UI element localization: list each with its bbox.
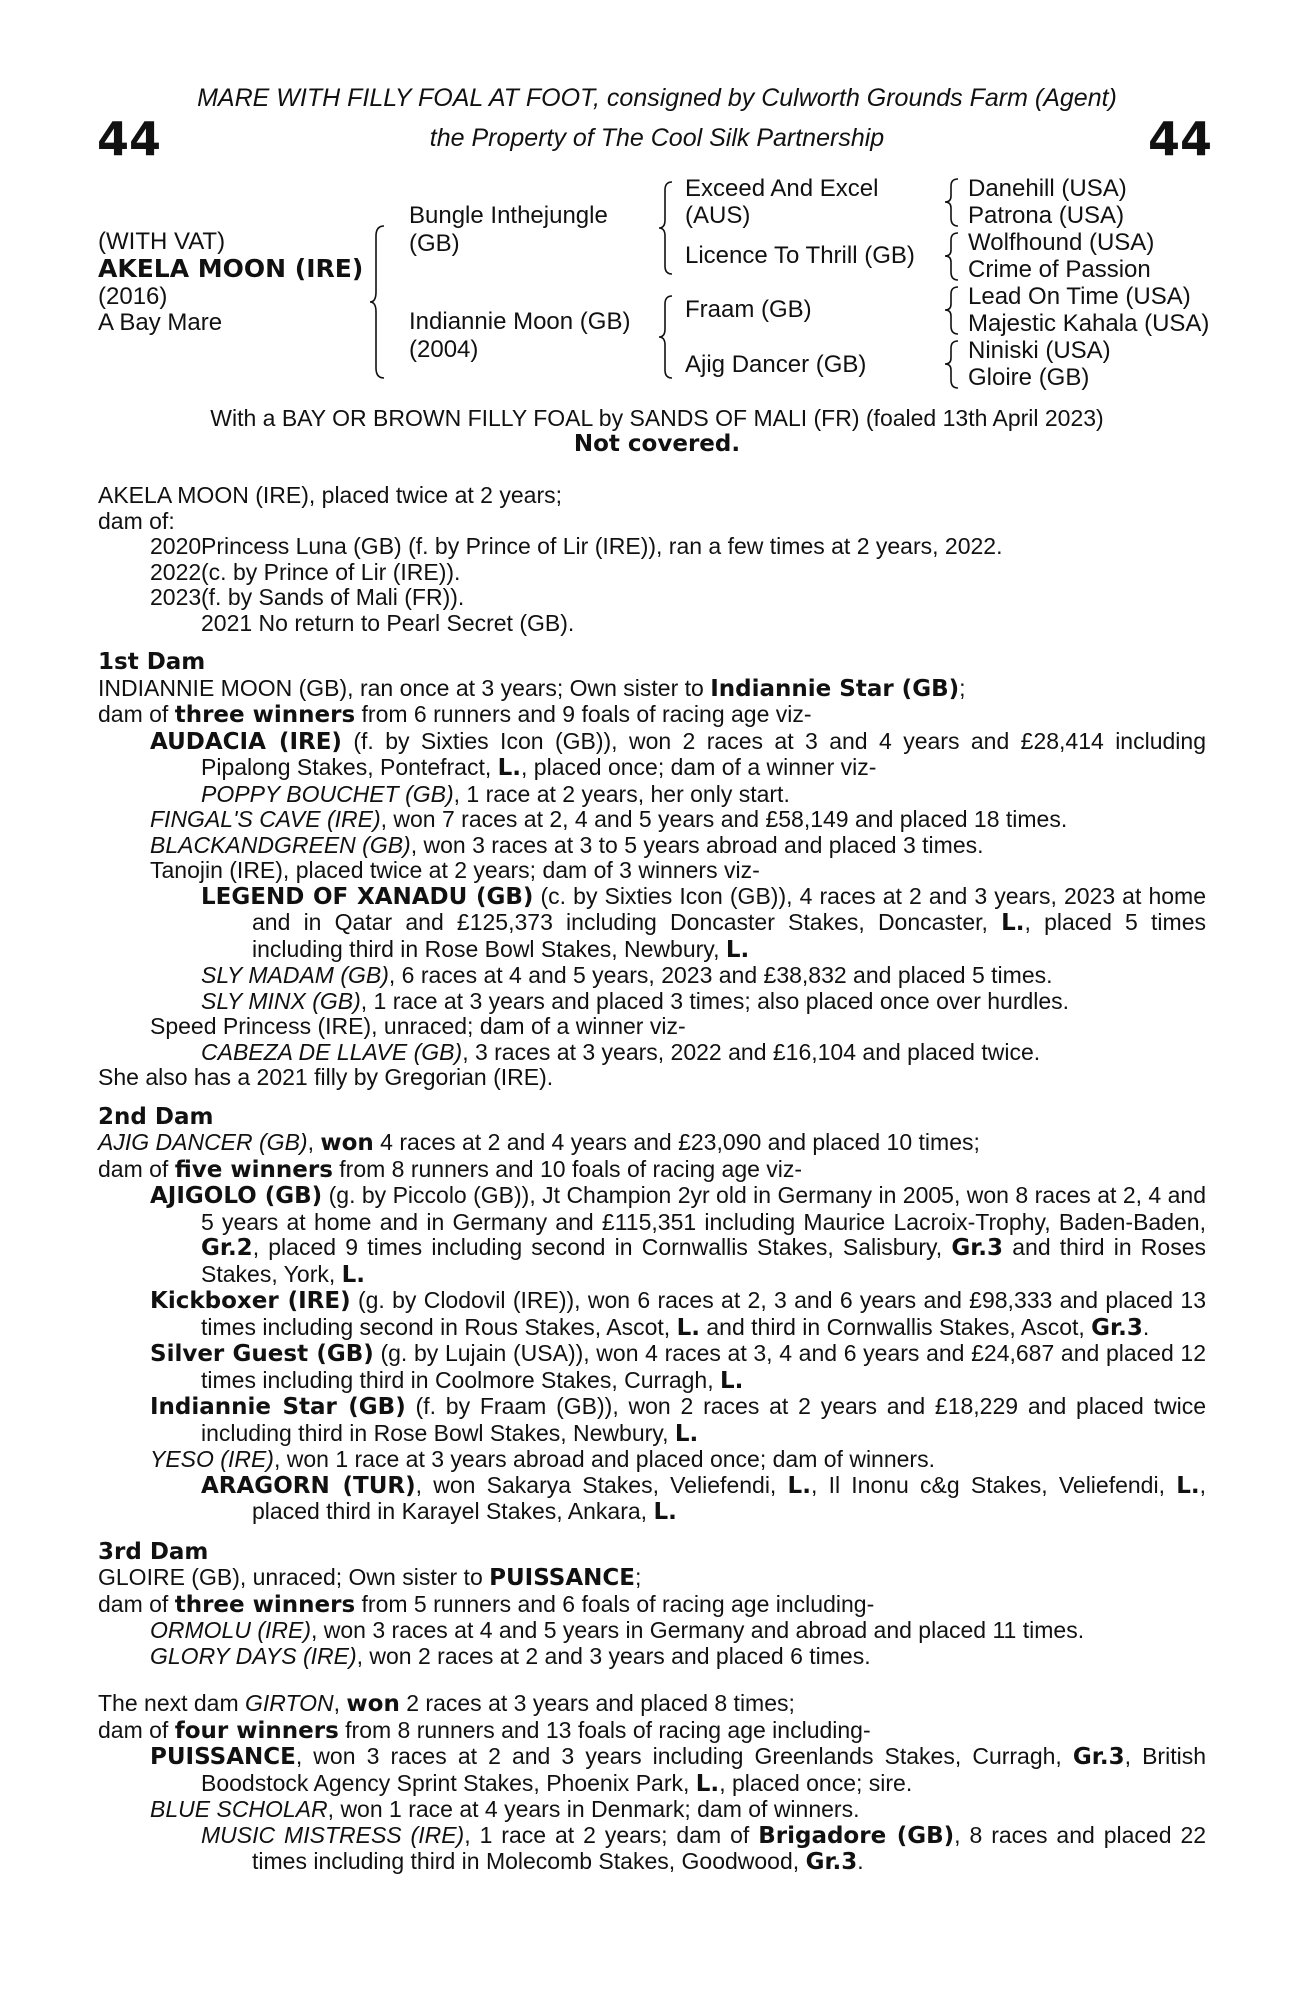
progeny-poppy: POPPY BOUCHET (GB), 1 race at 2 years, her only start. [201, 780, 790, 807]
bracket-dd [944, 338, 962, 392]
progeny-musicmistress: MUSIC MISTRESS (IRE), 1 race at 2 years; dam of Brigadore (GB), 8 races and placed 22 times including third in Molecomb Stakes, Goodwood, Gr.3. [201, 1821, 1207, 1875]
first-dam-line1: INDIANNIE MOON (GB), ran once at 3 years; Own sister to Indiannie Star (GB); [98, 674, 966, 702]
ds-sire: Lead On Time (USA) [968, 283, 1191, 310]
produce-year: 2023 [150, 584, 202, 610]
produce-text: Princess Luna (GB) (f. by Prince of Lir (IRE)), ran a few times at 2 years, 2022. [201, 533, 1003, 559]
horse-name: AKELA MOON (IRE) [98, 254, 364, 283]
progeny-silverguest: Silver Guest (GB) (g. by Lujain (USA)), won 4 races at 3, 4 and 6 years and £24,687 and placed 12 times including third in Coolmore Stakes, Curragh, L. [150, 1340, 1206, 1394]
dd-sire: Niniski (USA) [968, 337, 1111, 364]
second-dam-line2: dam of five winners from 8 runners and 10 foals of racing age viz- [98, 1155, 803, 1183]
catalogue-body [98, 483, 1206, 1876]
vat-note: (WITH VAT) [98, 228, 226, 255]
progeny-tanojin: Tanojin (IRE), placed twice at 2 years; dam of 3 winners viz- [150, 857, 760, 883]
sire-sire-country: (AUS) [685, 202, 751, 229]
progeny-puissance: PUISSANCE, won 3 races at 2 and 3 years including Greenlands Stakes, Curragh, Gr.3, British Boodstock Agency Sprint Stakes, Phoenix Park, L., placed once; sire. [150, 1743, 1206, 1797]
consignor-line: MARE WITH FILLY FOAL AT FOOT, consigned by Culworth Grounds Farm (Agent) [197, 84, 1117, 112]
property-line: the Property of The Cool Silk Partnership [429, 124, 885, 152]
next-dam-line2: dam of four winners from 8 runners and 13 foals of racing age including- [98, 1716, 871, 1744]
first-dam-heading: 1st Dam [98, 649, 206, 675]
first-dam-line2: dam of three winners from 6 runners and 9 foals of racing age viz- [98, 701, 812, 728]
sire-dam: Licence To Thrill (GB) [685, 242, 915, 269]
horse-description: A Bay Mare [98, 309, 223, 336]
produce-row [98, 560, 1206, 586]
third-dam-line2: dam of three winners from 5 runners and 6 foals of racing age including- [98, 1590, 875, 1618]
next-dam-line1: The next dam GIRTON, won 2 races at 3 years and placed 8 times; [98, 1690, 795, 1717]
produce-text: 2021 No return to Pearl Secret (GB). [201, 609, 575, 636]
progeny-glorydays: GLORY DAYS (IRE), won 2 races at 2 and 3 years and placed 6 times. [150, 1642, 871, 1669]
pedigree-bracket-main [370, 222, 390, 382]
progeny-slymadam: SLY MADAM (GB), 6 races at 4 and 5 years, 2023 and £38,832 and placed 5 times. [201, 962, 1053, 988]
pedigree-bracket-sire [658, 178, 678, 278]
sire-country: (GB) [409, 230, 460, 257]
progeny-kickboxer: Kickboxer (IRE) (g. by Clodovil (IRE)), won 6 races at 2, 3 and 6 years and £98,333 and placed 13 times including second in Rous Stakes, Ascot, L. and third in Cornwallis Stakes, Ascot, Gr.3. [150, 1287, 1206, 1341]
lot-number-left: 44 [97, 112, 162, 166]
produce-intro: AKELA MOON (IRE), placed twice at 2 years; [98, 482, 562, 508]
first-dam-also: She also has a 2021 filly by Gregorian (IRE). [98, 1064, 554, 1090]
progeny-fingal: FINGAL'S CAVE (IRE), won 7 races at 2, 4 and 5 years and £58,149 and placed 18 times. [150, 806, 1068, 832]
covered-note: Not covered. [573, 431, 741, 457]
dd-dam: Gloire (GB) [968, 364, 1090, 391]
progeny-indiannie-star: Indiannie Star (GB) (f. by Fraam (GB)), won 2 races at 2 years and £18,229 and placed twice including third in Rose Bowl Stakes, Newbury, L. [150, 1393, 1207, 1447]
produce-text: (f. by Sands of Mali (FR)). [201, 584, 465, 610]
dam-sire: Fraam (GB) [685, 296, 812, 323]
lot-number-right: 44 [1148, 112, 1213, 166]
produce-year: 2020 [150, 533, 202, 559]
bracket-sd [944, 230, 962, 284]
ss-dam: Patrona (USA) [968, 202, 1125, 229]
progeny-bluescholar: BLUE SCHOLAR, won 1 race at 4 years in Denmark; dam of winners. [150, 1796, 860, 1822]
progeny-blackandgreen: BLACKANDGREEN (GB), won 3 races at 3 to 5 years abroad and placed 3 times. [150, 831, 984, 858]
bracket-ds [944, 284, 962, 338]
sd-dam: Crime of Passion [968, 256, 1151, 283]
bracket-ss [944, 176, 962, 230]
progeny-ajigolo: AJIGOLO (GB) (g. by Piccolo (GB)), Jt Champion 2yr old in Germany in 2005, won 8 races at 2, 4 and 5 years at home and in Germany and £115,351 including Maurice Lacroix-Trophy, Baden-Baden, Gr.2, placed 9 times including second in Cornwallis Stakes, Salisbury, Gr.3 and third in Roses Stakes, York, L. [150, 1182, 1206, 1288]
progeny-yeso: YESO (IRE), won 1 race at 3 years abroad and placed once; dam of winners. [150, 1446, 935, 1472]
dam-dam: Ajig Dancer (GB) [685, 351, 867, 378]
ss-sire: Danehill (USA) [968, 175, 1127, 202]
progeny-audacia: AUDACIA (IRE) (f. by Sixties Icon (GB)), won 2 races at 3 and 4 years and £28,414 including Pipalong Stakes, Pontefract, L., placed once; dam of a winner viz- [150, 727, 1206, 781]
second-dam-line1: AJIG DANCER (GB), won 4 races at 2 and 4 years and £23,090 and placed 10 times; [98, 1129, 980, 1156]
third-dam-heading: 3rd Dam [98, 1538, 209, 1565]
sire-sire: Exceed And Excel [685, 175, 879, 202]
produce-row [98, 585, 1206, 611]
dam-name: Indiannie Moon (GB) [409, 308, 631, 335]
produce-dam-of: dam of: [98, 507, 175, 534]
sd-sire: Wolfhound (USA) [968, 229, 1155, 256]
produce-row [98, 611, 1206, 637]
produce-text: (c. by Prince of Lir (IRE)). [201, 558, 461, 585]
progeny-slyminx: SLY MINX (GB), 1 race at 3 years and placed 3 times; also placed once over hurdles. [201, 987, 1070, 1014]
progeny-aragorn: ARAGORN (TUR), won Sakarya Stakes, Veliefendi, L., Il Inonu c&g Stakes, Veliefendi, L., placed third in Karayel Stakes, Ankara, L. [201, 1471, 1206, 1525]
progeny-legend: LEGEND OF XANADU (GB) (c. by Sixties Icon (GB)), 4 races at 2 and 3 years, 2023 at home and in Qatar and £125,373 including Doncaster Stakes, Doncaster, L., placed 5 times including third in Rose Bowl Stakes, Newbury, L. [201, 882, 1206, 963]
progeny-speed: Speed Princess (IRE), unraced; dam of a winner viz- [150, 1013, 686, 1039]
sire-name: Bungle Inthejungle [409, 202, 608, 229]
produce-row [98, 534, 1206, 560]
progeny-ormolu: ORMOLU (IRE), won 3 races at 4 and 5 years in Germany and abroad and placed 11 times. [150, 1617, 1085, 1643]
dam-year: (2004) [409, 336, 479, 363]
horse-year: (2016) [98, 283, 168, 310]
ds-dam: Majestic Kahala (USA) [968, 310, 1210, 337]
progeny-cabeza: CABEZA DE LLAVE (GB), 3 races at 3 years, 2022 and £16,104 and placed twice. [201, 1038, 1041, 1065]
second-dam-heading: 2nd Dam [98, 1103, 214, 1130]
third-dam-line1: GLOIRE (GB), unraced; Own sister to PUISSANCE; [98, 1564, 642, 1591]
produce-year: 2022 [150, 558, 202, 585]
foal-note: With a BAY OR BROWN FILLY FOAL by SANDS OF MALI (FR) (foaled 13th April 2023) [210, 405, 1104, 431]
pedigree-bracket-dam [658, 292, 678, 382]
